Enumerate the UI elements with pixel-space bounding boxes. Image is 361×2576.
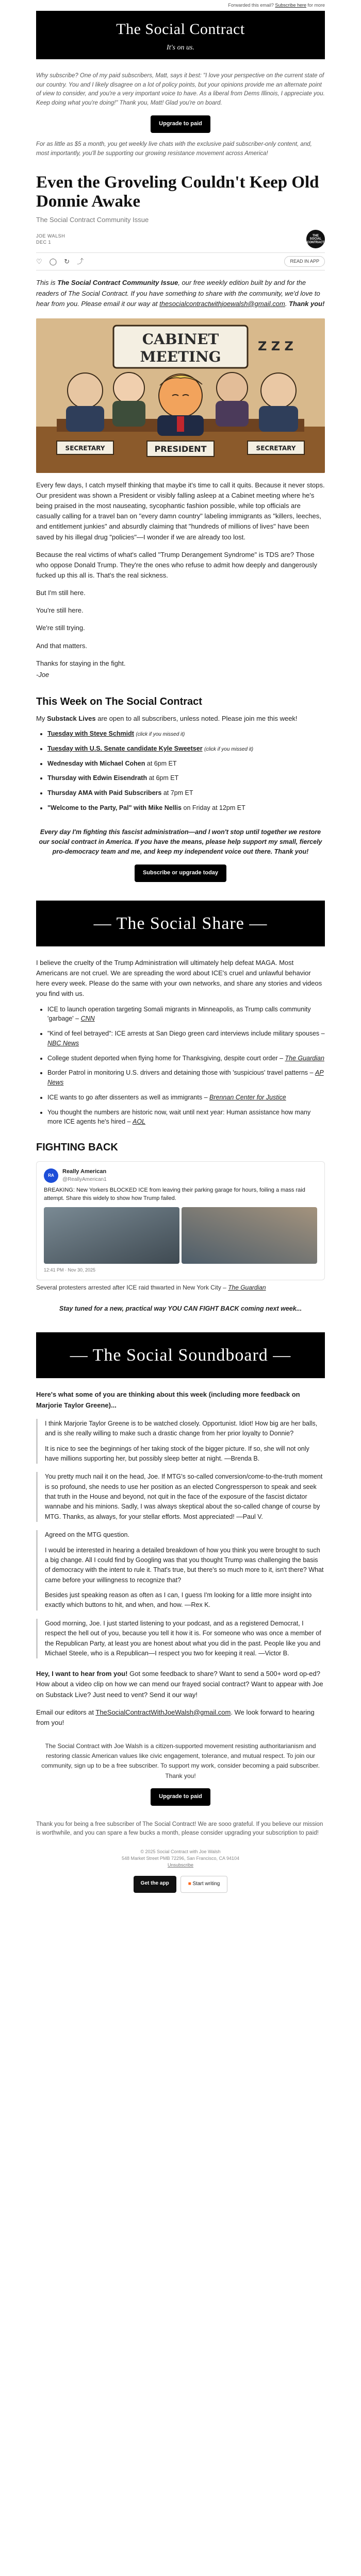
news-source-link[interactable]: NBC News	[47, 1039, 79, 1047]
tweet-media	[44, 1207, 317, 1264]
email-column	[36, 0, 325, 1893]
tweet-avatar: RA	[44, 1168, 58, 1183]
signature: -Joe	[36, 670, 50, 679]
sign-cabinet: CABINET	[142, 330, 219, 348]
read-in-app-button[interactable]: READ IN APP	[284, 256, 325, 267]
forwarded-line: Forwarded this email? Subscribe here for more	[228, 3, 325, 8]
subscribe-here-link[interactable]: Subscribe here	[275, 3, 306, 8]
social-share-banner: — The Social Share —	[36, 901, 325, 946]
reader-quote: Good morning, Joe. I just started listening to your podcast, and as a registered Democrat, I respect the hell out of you, because you tell it how it is. For someone who was once a member of the Republican Party, at least you are honest about what you did in the past. People like you and Michael Steele, who is a Republican—I respect you two for keeping it real. —Victor B.	[36, 1619, 325, 1659]
feedback-invite: Hey, I want to hear from you! Got some feedback to share? Want to send a 500+ word op-ed? How about a video clip on how we can mend our frayed social contract? Want to appear with Joe on Substack Live? Just need to vent? Send it our way!	[36, 1670, 323, 1699]
tweet-text: BREAKING: New Yorkers BLOCKED ICE from leaving their parking garage for hours, foiling a mass raid attempt. Share this widely to show how Trump failed.	[44, 1187, 305, 1202]
social-share-list	[36, 1005, 325, 1127]
upgrade-button-top[interactable]: Upgrade to paid	[151, 115, 210, 133]
schedule-item: • Tuesday with U.S. Senate candidate Kyle Sweetser (click if you missed it)	[47, 744, 325, 754]
this-week-heading: This Week on The Social Contract	[36, 696, 202, 707]
article-subtitle: The Social Contract Community Issue	[36, 215, 149, 224]
news-source-link[interactable]: The Guardian	[285, 1054, 324, 1062]
tweet-caption: Several protesters arrested after ICE raid thwarted in New York City – The Guardian	[36, 1284, 266, 1292]
tweet-photo-protest-garage[interactable]	[44, 1207, 179, 1264]
body-paragraph-7: Thanks for staying in the fight.	[36, 659, 126, 667]
share-icon[interactable]: ⤴	[77, 257, 84, 265]
masthead-tagline: It's on us.	[167, 43, 194, 52]
publication-logo: THE SOCIAL CONTRACT	[306, 230, 325, 248]
comment-icon[interactable]: ◯	[49, 257, 57, 265]
news-source-link[interactable]: Brennan Center for Justice	[209, 1093, 286, 1101]
restack-icon[interactable]: ↻	[64, 257, 70, 265]
schedule-item: • Thursday AMA with Paid Subscribers at 7pm ET	[47, 788, 325, 798]
reader-quote: I think Marjorie Taylor Greene is to be watched closely. Opportunist. Idiot! How big are her balls, and is she really willing to make such a drastic change from her prior loyalty to Donnie? It is nice to see the beginnings of her taking stock of the bigger picture. If so, she will not only have millions supporting her, but possibly sleep better at night. —Brenda B.	[36, 1419, 325, 1464]
substack-logo-icon: ■	[188, 1881, 191, 1887]
left-secretary-label: SECRETARY	[65, 444, 105, 452]
sign-meeting: MEETING	[140, 348, 221, 365]
post-date: DEC 1	[36, 240, 52, 245]
masthead-title: The Social Contract	[116, 21, 245, 38]
mission-promo: The Social Contract with Joe Walsh is a citizen-supported movement resisting authoritarianism and restoring classic American values like civic engagement, tolerance, and mutual respect. To join our community, sign up to be a free subscriber. To support my work, consider becoming a paid subscriber. Thank you!	[41, 1742, 320, 1780]
news-source-link[interactable]: CNN	[80, 1015, 95, 1023]
editor-email-line: Email our editors at TheSocialContractWithJoeWalsh@gmail.com. We look forward to hearing from you!	[36, 1708, 315, 1726]
embedded-tweet[interactable]	[36, 1161, 325, 1280]
stay-tuned-callout: Stay tuned for a new, practical way YOU CAN FIGHT BACK coming next week...	[59, 1304, 302, 1312]
body-paragraph-1: Every few days, I catch myself thinking that maybe it's time to call it quits. Because it never stops. Our president was shown a President or visibly falling asleep at a Cabinet meeting where he's being praised in the most nauseating, sycophantic fashion possible, while top officials are casually calling for a travel ban on "every damn country" labeling immigrants as "killers, leeches, and entitlement junkies" and absurdly claiming that "hundreds of millions of lives" have been saved by his illegal drug "policies"—I wonder if we are already too lost.	[36, 481, 325, 541]
community-email-link[interactable]: thesocialcontractwithjoewalsh@gmail.com	[159, 299, 285, 308]
editor-email-link[interactable]: TheSocialContractWithJoeWalsh@gmail.com	[95, 1708, 231, 1716]
schedule-link[interactable]: Tuesday with U.S. Senate candidate Kyle Sweetser	[47, 744, 203, 752]
body-paragraph-3: But I'm still here.	[36, 589, 86, 597]
community-intro-note: This is The Social Contract Community Issue, our free weekly edition built by and for the readers of The Social Contract. If you have something to share with the community, we'd love to hear from you. Please email it our way at thesocialcontractwithjoewalsh@gmail.com. Thank you!	[36, 279, 325, 308]
like-heart-icon[interactable]: ♡	[36, 257, 42, 265]
social-share-lead: I believe the cruelty of the Trump Administration will ultimately help defeat MAGA. Most Americans are not cruel. We are spreading the word about ICE's cruel and unlawful behavior here every week. Please do the same with your own networks, and share any stories and videos you find with us.	[36, 958, 322, 998]
free-subscriber-thanks: Thank you for being a free subscriber of The Social Contract! We are sooo grateful. If you believe our mission is worthwhile, and you can spare a few bucks a month, please consider upgrading your subscription to paid!	[36, 1821, 323, 1837]
schedule-item: • Tuesday with Steve Schmidt (click if you missed it)	[47, 729, 325, 739]
schedule-item: • Thursday with Edwin Eisendrath at 6pm ET	[47, 773, 325, 783]
banner-dash-right: —	[273, 1346, 291, 1365]
reader-quote: You pretty much nail it on the head, Joe. If MTG's so-called conversion/come-to-the-truth moment is so profound, she needs to use her position as an elected Congressperson to speak and seek that truth in the House and beyond, not quit in the face of the exposure of the fascist dictator wannabe and his minions. Sadly, I was always skeptical about the so-called change of course by MTG. Thanks, as always, for your stellar efforts. Most appreciated! —Paul V.	[36, 1472, 325, 1522]
schedule-item: • "Welcome to the Party, Pal" with Mike Nellis on Friday at 12pm ET	[47, 803, 325, 813]
news-item: • You thought the numbers are historic now, wait until next year: Human assistance how many more ICE agents he's hired – AOL	[47, 1108, 325, 1127]
this-week-schedule	[36, 729, 325, 813]
tweet-author-handle: @ReallyAmerican1	[62, 1176, 107, 1182]
schedule-link[interactable]: Tuesday with Steve Schmidt	[47, 730, 134, 738]
body-paragraph-4: You're still here.	[36, 606, 84, 615]
fighting-back-heading: FIGHTING BACK	[36, 1142, 118, 1154]
cabinet-meeting-cartoon	[36, 318, 325, 473]
support-callout: Every day I'm fighting this fascist administration—and I won't stop until together we restore our social contract in America. If you have the means, please help support my small, fiercely pro-democracy team and me, and keep my independent voice out there. Thank you!	[39, 828, 322, 856]
news-source-link[interactable]: AOL	[132, 1118, 145, 1126]
tweet-author-name: Really American	[62, 1168, 107, 1175]
this-week-lead: My Substack Lives are open to all subscribers, unless noted. Please join me this week!	[36, 714, 298, 722]
mailing-address: 548 Market Street PMB 72296, San Francisco, CA 94104	[121, 1856, 240, 1861]
author-name[interactable]: JOE WALSH	[36, 233, 65, 239]
schedule-item: • Wednesday with Michael Cohen at 6pm ET	[47, 759, 325, 769]
start-writing-button[interactable]: ■ Start writing	[180, 1876, 228, 1893]
soundboard-lead: Here's what some of you are thinking about this week (including more feedback on Marjorie Taylor Greene)...	[36, 1391, 300, 1409]
zzz-text: Z Z Z	[258, 338, 293, 353]
body-paragraph-2: Because the real victims of what's called "Trump Derangement Syndrome" is TDS are? Those who oppose Donald Trump. They're the ones who refuse to admit how deeply and dangerously fucked up this all is. That's the real sickness.	[36, 550, 317, 579]
intro-text: Why subscribe? One of my paid subscribers, Matt, says it best: "I love your perspective on the current state of our country. You and I likely disagree on a lot of policy points, but your opinions provide me an alternate point of view to consider, and you're a very important voice to have. As a liberal from Dems Illinois, I appreciate you. Keep doing what you're doing!" Thank you, Matt! Glad you're on board.	[36, 72, 325, 107]
news-item: • ICE wants to go after dissenters as well as immigrants – Brennan Center for Justice	[47, 1093, 325, 1103]
news-item: • Border Patrol in monitoring U.S. drivers and detaining those with 'suspicious' travel patterns – AP News	[47, 1068, 325, 1088]
president-label: PRESIDENT	[154, 444, 207, 454]
body-paragraph-6: And that matters.	[36, 641, 87, 650]
get-the-app-button[interactable]: Get the app	[134, 1876, 176, 1893]
post-toolbar	[36, 252, 325, 270]
intro-footnote: For as little as $5 a month, you get weekly live chats with the exclusive paid subscriber-only content, and, most importantly, you'll be supporting our growing resistance movement across America!	[36, 141, 312, 157]
unsubscribe-link[interactable]: Unsubscribe	[167, 1862, 194, 1868]
footer	[36, 1849, 325, 1869]
app-buttons	[36, 1876, 325, 1893]
byline	[36, 230, 325, 248]
masthead[interactable]	[36, 11, 325, 59]
tweet-timestamp: 12:41 PM · Nov 30, 2025	[44, 1267, 96, 1273]
reader-quote: Agreed on the MTG question. I would be interested in hearing a detailed breakdown of how you think you were brought to such a big change. All I could find by Googling was that you thought Trump was challenging the basis of democracy with the intent to rule it. That's true, but there's so much more to it, isn't there? What came before your willingness to recognize that? Besides just speaking reason as often as I can, I guess I'm looking for a little more insight into exactly which buttons to hit, and when, and how. —Rex K.	[36, 1530, 325, 1611]
news-item: • College student deported when flying home for Thanksgiving, despite court order – The Guardian	[47, 1054, 325, 1063]
news-item: • ICE to launch operation targeting Somali migrants in Minneapolis, as Trump calls community 'garbage' – CNN	[47, 1005, 325, 1024]
news-item: • "Kind of feel betrayed": ICE arrests at San Diego green card interviews include military spouses – NBC News	[47, 1029, 325, 1048]
upgrade-button-bottom[interactable]: Upgrade to paid	[151, 1788, 210, 1806]
caption-source-link[interactable]: The Guardian	[228, 1284, 266, 1292]
subscribe-upgrade-button[interactable]: Subscribe or upgrade today	[135, 865, 226, 882]
news-source-link[interactable]: AP News	[47, 1069, 324, 1087]
body-paragraph-5: We're still trying.	[36, 624, 85, 632]
social-soundboard-banner: — The Social Soundboard —	[36, 1332, 325, 1378]
tweet-photo-protesters-street[interactable]	[182, 1207, 317, 1264]
copyright: © 2025 Social Contract with Joe Walsh	[140, 1849, 221, 1855]
right-secretary-label: SECRETARY	[256, 444, 296, 452]
banner-dash-right: —	[249, 913, 268, 933]
cartoon-svg	[36, 318, 325, 473]
article-title[interactable]: Even the Groveling Couldn't Keep Old Donnie Awake	[36, 173, 319, 211]
